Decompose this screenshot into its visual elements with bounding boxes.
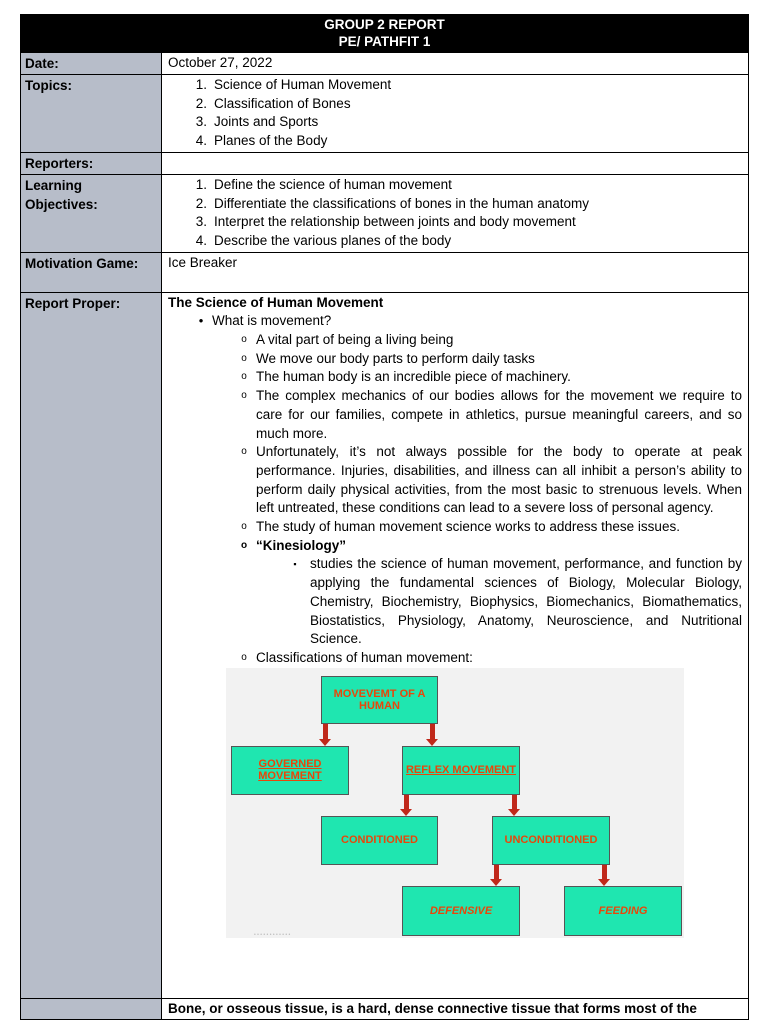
section-heading: The Science of Human Movement [168,294,384,310]
motivation-row [20,253,749,293]
kinesiology-definition: ▪ studies the science of human movement, performance, and function by applying the fundamental sciences of Biology, Molecular Biology, Chemistry, Biochemistry, Biophysics, Biomechanics, Biomathematics, Biostatistics, Physiology, Anatomy, Neuroscience, and Nutritional Science. [293,556,742,647]
date-label: Date: [21,53,162,74]
list-item: 3. Interpret the relationship between joints and body movement [195,214,576,230]
bone-label [21,999,162,1020]
sub-item: o Unfortunately, it’s not always possible for the body to operate at peak performance. Injuries, disabilities, and illness can all inhibit a person’s ability to perform daily physical activities, from the most basic to strenuous levels. When left untreated, these conditions can lead to a severe loss of personal agency. [241,444,742,516]
list-item: 1. Science of Human Movement [195,77,392,92]
report-proper-label: Report Proper: [21,293,162,998]
movement-classification-diagram [226,668,684,938]
reporters-value [162,153,748,174]
list-item: 2. Classification of Bones [195,95,351,111]
root-node: MOVEVEMT OF A HUMAN [321,676,438,724]
unconditioned-node: UNCONDITIONED [492,816,610,865]
sub-item: o The study of human movement science works to address these issues. [241,519,680,535]
date-value: October 27, 2022 [168,55,273,70]
motivation-label: Motivation Game: [21,253,162,292]
arrow [323,724,328,740]
bone-text: Bone, or osseous tissue, is a hard, dense connective tissue that forms most of the [168,1000,697,1016]
motivation-value: Ice Breaker [168,254,238,270]
report-document [20,14,749,1020]
bullet-item: • What is movement? [198,313,332,329]
topics-label: Topics: [21,75,162,152]
list-item: 1. Define the science of human movement [195,176,452,192]
list-item: 2. Differentiate the classifications of bones in the human anatomy [195,195,589,211]
list-item: 4. Planes of the Body [195,133,328,149]
arrow [430,724,435,740]
list-item: 3. Joints and Sports [195,114,319,130]
arrow [494,865,499,880]
diagram-dots: • • • • • • • • • • • • [254,931,291,938]
governed-node: GOVERNED MOVEMENT [231,746,349,795]
objectives-row [20,175,749,253]
reporters-row [20,153,749,175]
report-proper-row [20,293,749,999]
topics-list [168,76,742,151]
topics-row [20,75,749,153]
report-header [20,14,749,53]
conditioned-node: CONDITIONED [321,816,438,865]
sub-item: o A vital part of being a living being [241,332,454,348]
bone-row [20,999,749,1021]
reflex-node: REFLEX MOVEMENT [402,746,520,795]
objectives-list [168,176,742,251]
arrow [404,795,409,810]
defensive-node: DEFENSIVE [402,886,520,936]
date-row [20,53,749,75]
report-subtitle: PE/ PATHFIT 1 [338,34,431,49]
arrow [512,795,517,810]
feeding-node: FEEDING [564,886,682,936]
list-item: 4. Describe the various planes of the body [195,232,452,248]
sub-item: o The complex mechanics of our bodies allows for the movement we require to care for our families, compete in athletics, pursue meaningful careers, and so much more. [241,388,742,441]
reporters-label: Reporters: [21,153,162,174]
sub-item-kinesiology: o “Kinesiology” [240,537,347,553]
objectives-label: Learning Objectives: [21,175,162,252]
sub-item: o We move our body parts to perform daily tasks [241,350,535,366]
arrow [602,865,607,880]
report-title: GROUP 2 REPORT [324,17,445,32]
sub-item: o The human body is an incredible piece of machinery. [241,369,571,385]
sub-item: o Classifications of human movement: [241,649,473,665]
